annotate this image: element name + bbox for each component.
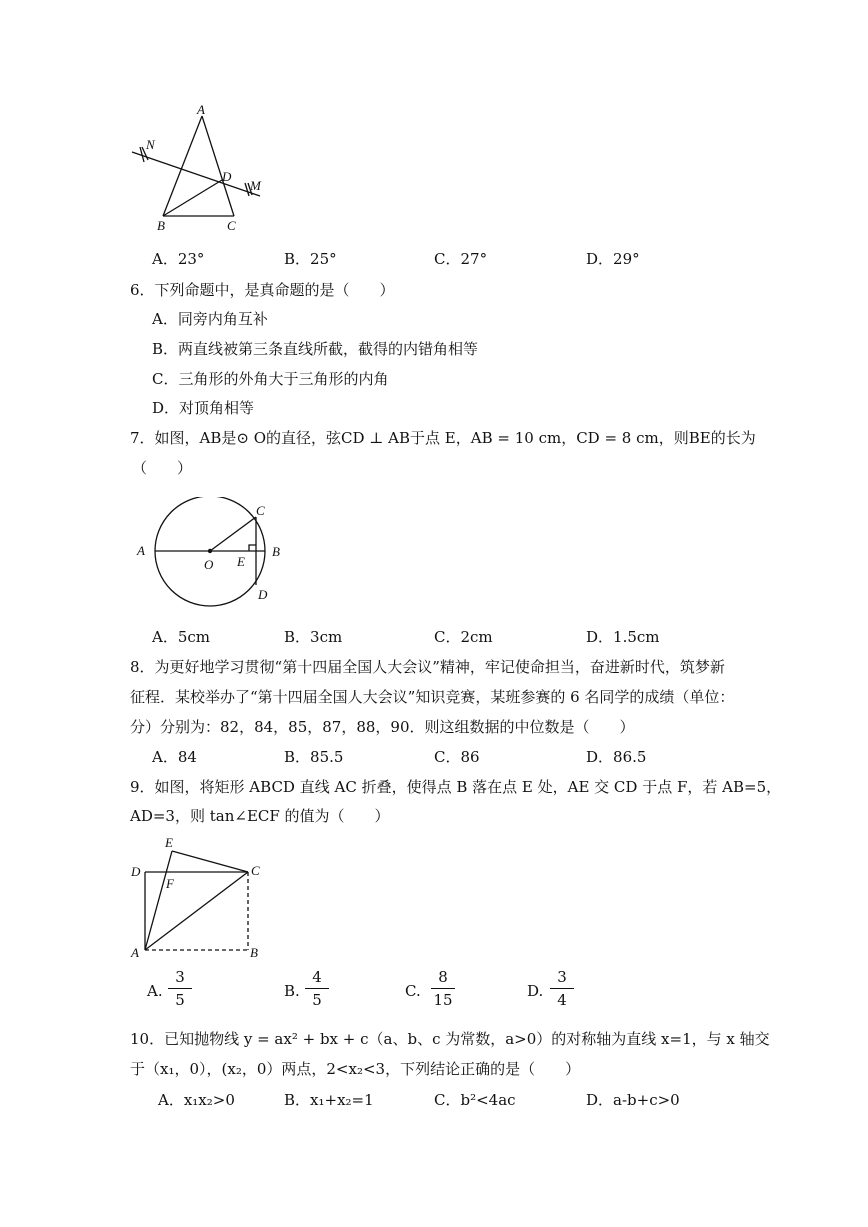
denominator: 4 bbox=[557, 991, 567, 1009]
q8-option-b: B．85.5 bbox=[284, 748, 344, 766]
q8-option-a: A．84 bbox=[152, 748, 197, 766]
label-d: D bbox=[222, 169, 232, 184]
q7-option-d: D．1.5cm bbox=[586, 628, 660, 646]
label-e: E bbox=[165, 835, 173, 850]
q6-option-a: A．同旁内角互补 bbox=[152, 310, 268, 328]
label-o: O bbox=[204, 557, 214, 572]
label-a: A bbox=[197, 102, 205, 117]
denominator: 5 bbox=[312, 991, 322, 1009]
q7-option-a: A．5cm bbox=[152, 628, 211, 646]
q6-stem: 6．下列命题中，是真命题的是（ ） bbox=[130, 281, 395, 299]
q9-line1: 9．如图，将矩形 ABCD 直线 AC 折叠，使得点 B 落在点 E 处，AE 交 CD 于点 F，若 AB=5， bbox=[130, 778, 782, 796]
label-b: B bbox=[250, 945, 258, 960]
denominator: 5 bbox=[175, 991, 185, 1009]
label-m: M bbox=[250, 178, 261, 193]
q9-option-b-letter: B. bbox=[284, 982, 300, 1000]
label-a: A bbox=[137, 543, 145, 558]
q7-stem: 7．如图，AB是⊙ O的直径，弦CD ⊥ AB于点 E，AB = 10 cm，CD = 8 cm，则BE的长为 bbox=[130, 429, 756, 447]
q10-option-b: B．x₁+x₂=1 bbox=[284, 1091, 374, 1109]
q9-option-a-fraction bbox=[168, 968, 192, 1009]
numerator: 4 bbox=[312, 968, 322, 986]
label-d: D bbox=[131, 864, 141, 879]
q7-stem-paren: （ ） bbox=[132, 459, 193, 477]
fraction-bar bbox=[550, 988, 574, 989]
q5-option-a: A．23° bbox=[152, 250, 205, 268]
label-d: D bbox=[258, 587, 268, 602]
q6-option-d: D．对顶角相等 bbox=[152, 399, 255, 417]
label-c: C bbox=[256, 503, 265, 518]
numerator: 3 bbox=[175, 968, 185, 986]
label-f: F bbox=[166, 876, 174, 891]
q10-option-a: A．x₁x₂>0 bbox=[158, 1091, 235, 1109]
q5-option-c: C．27° bbox=[434, 250, 488, 268]
q7-option-b: B．3cm bbox=[284, 628, 343, 646]
q9-option-d-fraction bbox=[550, 968, 574, 1009]
q8-line2: 征程．某校举办了“第十四届全国人大会议”知识竞赛，某班参赛的 6 名同学的成绩（单位： bbox=[130, 688, 735, 706]
triangle-figure bbox=[128, 102, 268, 236]
q8-option-d: D．86.5 bbox=[586, 748, 647, 766]
label-n: N bbox=[146, 137, 155, 152]
fraction-bar bbox=[168, 988, 192, 989]
q6-option-c: C．三角形的外角大于三角形的内角 bbox=[152, 370, 389, 388]
q8-line3: 分）分别为：82，84，85，87，88，90．则这组数据的中位数是（ ） bbox=[130, 718, 635, 736]
q10-line1: 10．已知抛物线 y = ax² + bx + c（a、b、c 为常数，a>0）的对称轴为直线 x=1，与 x 轴交 bbox=[130, 1030, 770, 1048]
label-b: B bbox=[272, 544, 280, 559]
q5-option-d: D．29° bbox=[586, 250, 640, 268]
q9-line2: AD=3，则 tan∠ECF 的值为（ ） bbox=[130, 807, 390, 825]
fraction-bar bbox=[431, 988, 455, 989]
q7-option-c: C．2cm bbox=[434, 628, 493, 646]
circle-figure bbox=[130, 497, 290, 617]
q10-line2: 于（x₁，0），(x₂，0）两点，2<x₂<3，下列结论正确的是（ ） bbox=[130, 1060, 581, 1078]
denominator: 15 bbox=[433, 991, 453, 1009]
label-b: B bbox=[157, 218, 165, 233]
q8-line1: 8．为更好地学习贯彻“第十四届全国人大会议”精神，牢记使命担当，奋进新时代，筑梦新 bbox=[130, 658, 725, 676]
label-c: C bbox=[227, 218, 236, 233]
label-c: C bbox=[251, 863, 260, 878]
label-e: E bbox=[237, 554, 245, 569]
numerator: 8 bbox=[438, 968, 448, 986]
q10-option-c: C．b²<4ac bbox=[434, 1091, 516, 1109]
fraction-bar bbox=[305, 988, 329, 989]
numerator: 3 bbox=[557, 968, 567, 986]
q9-option-d-letter: D. bbox=[527, 982, 544, 1000]
q6-option-b: B．两直线被第三条直线所截，截得的内错角相等 bbox=[152, 340, 479, 358]
q9-option-c-letter: C. bbox=[405, 982, 421, 1000]
q9-option-a-letter: A. bbox=[147, 982, 163, 1000]
q9-option-b-fraction bbox=[305, 968, 329, 1009]
q9-option-c-fraction bbox=[431, 968, 455, 1009]
rectangle-fold-figure bbox=[128, 833, 268, 963]
q5-option-b: B．25° bbox=[284, 250, 337, 268]
label-a: A bbox=[131, 945, 139, 960]
q8-option-c: C．86 bbox=[434, 748, 480, 766]
q10-option-d: D．a-b+c>0 bbox=[586, 1091, 680, 1109]
